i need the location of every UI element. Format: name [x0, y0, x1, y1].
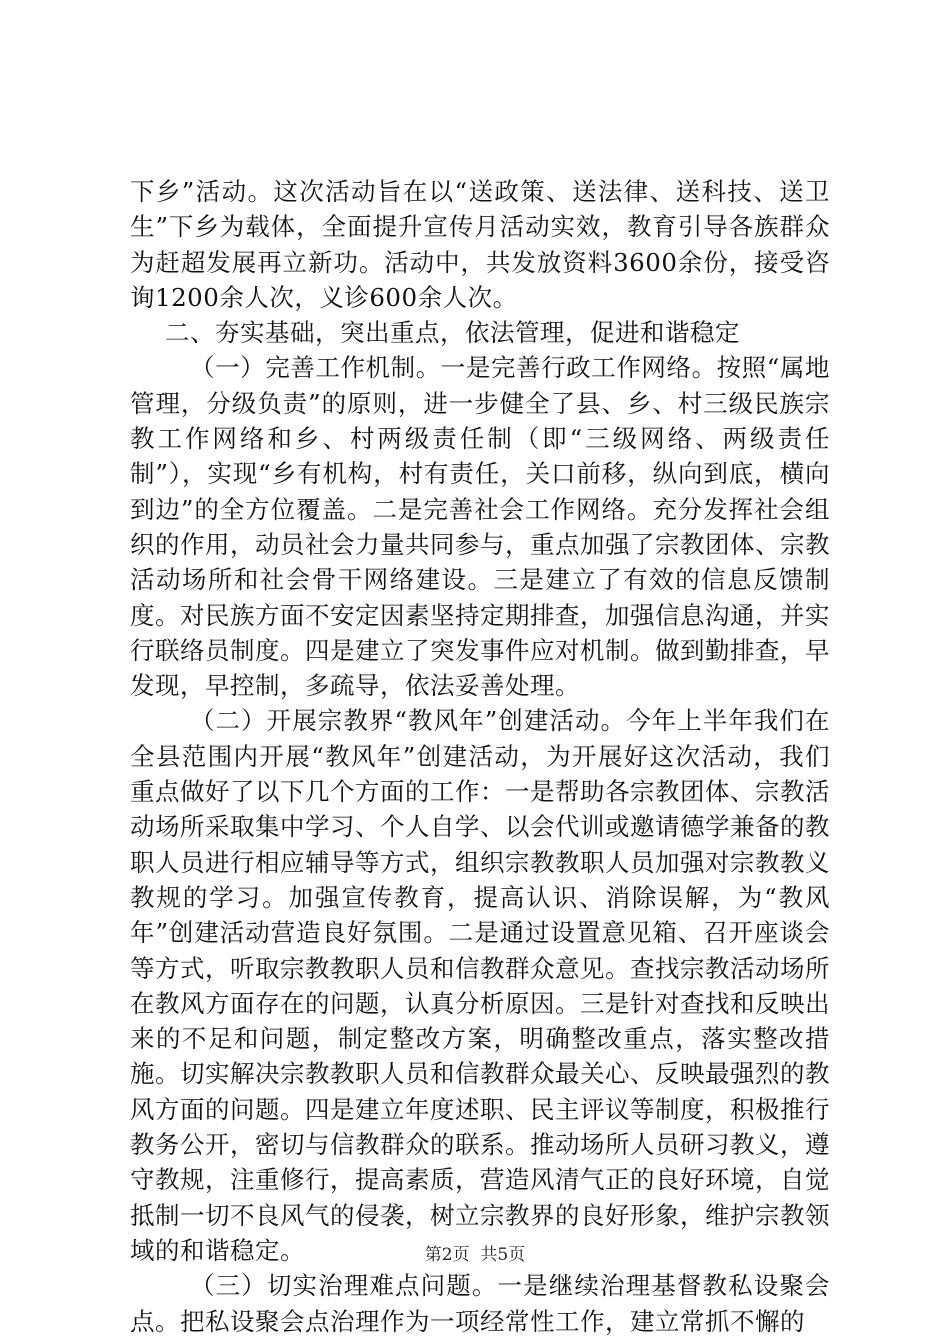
- paragraph-difficult-issues: （三）切实治理难点问题。一是继续治理基督教私设聚会点。把私设聚会点治理作为一项经常性工作，建立常抓不懈的: [130, 1271, 830, 1336]
- paragraph-continuation: 下乡”活动。这次活动旨在以“送政策、送法律、送科技、送卫生”下乡为载体，全面提升宣传月活动实效，教育引导各族群众为赶超发展再立新功。活动中，共发放资料3600余份，接受咨询1200余人次，义诊600余人次。: [130, 177, 830, 312]
- page-number-label: 第2页 共5页: [424, 1245, 526, 1265]
- page-footer: [0, 1244, 950, 1266]
- document-body: [130, 174, 830, 1339]
- paragraph-religious-style-year: （二）开展宗教界“教风年”创建活动。今年上半年我们在全县范围内开展“教风年”创建活动，为开展好这次活动，我们重点做好了以下几个方面的工作：一是帮助各宗教团体、宗教活动场所采取集中学习、个人自学、以会代训或邀请德学兼备的教职人员进行相应辅导等方式，组织宗教教职人员加强对宗教教义教规的学习。加强宣传教育，提高认识、消除误解，为“教风年”创建活动营造良好氛围。二是通过设置意见箱、召开座谈会等方式，听取宗教教职人员和信教群众意见。查找宗教活动场所在教风方面存在的问题，认真分析原因。三是针对查找和反映出来的不足和问题，制定整改方案，明确整改重点，落实整改措施。切实解决宗教教职人员和信教群众最关心、反映最强烈的教风方面的问题。四是建立年度述职、民主评议等制度，积极推行教务公开，密切与信教群众的联系。推动场所人员研习教义，遵守教规，注重修行，提高素质，营造风清气正的良好环境，自觉抵制一切不良风气的侵袭，树立宗教界的良好形象，维护宗教领域的和谐稳定。: [130, 706, 830, 1265]
- paragraph-work-mechanism: （一）完善工作机制。一是完善行政工作网络。按照“属地管理，分级负责”的原则，进一步健全了县、乡、村三级民族宗教工作网络和乡、村两级责任制（即“三级网络、两级责任制”），实现“乡有机构，村有责任，关口前移，纵向到底，横向到边”的全方位覆盖。二是完善社会工作网络。充分发挥社会组织的作用，动员社会力量共同参与，重点加强了宗教团体、宗教活动场所和社会骨干网络建设。三是建立了有效的信息反馈制度。对民族方面不安定因素坚持定期排查，加强信息沟通，并实行联络员制度。四是建立了突发事件应对机制。做到勤排查，早发现，早控制，多疏导，依法妥善处理。: [130, 353, 830, 701]
- section-heading: 二、夯实基础，突出重点，依法管理，促进和谐稳定: [165, 318, 740, 348]
